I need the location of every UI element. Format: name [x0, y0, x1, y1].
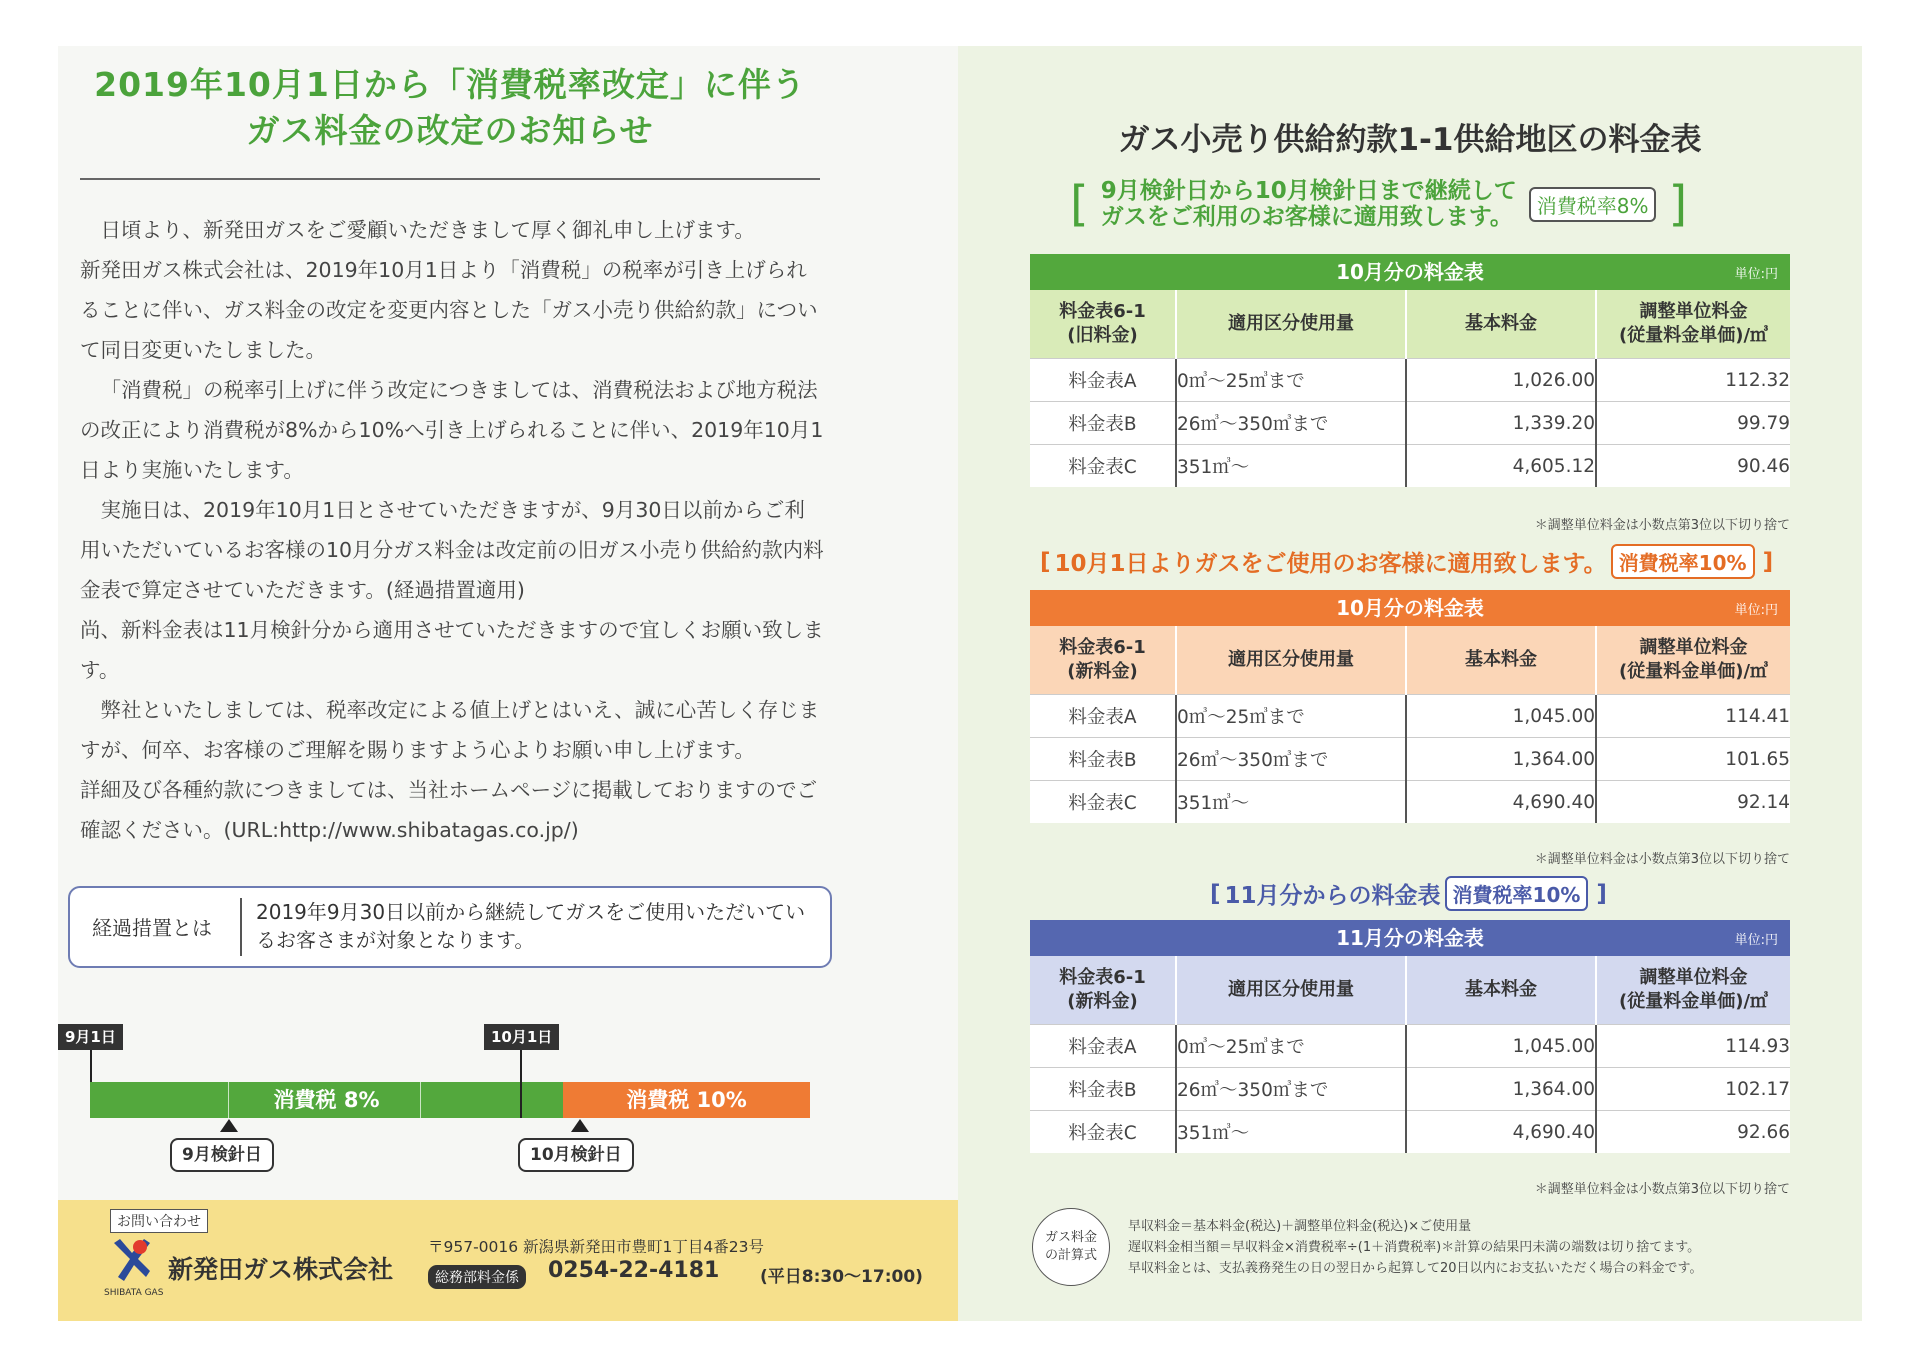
notice-paragraph: 実施日は、2019年10月1日とさせていただきますが、9月30日以前からご利用いただいているお客様の10月分ガス料金は改定前の旧ガス小売り供給約款内料金表で算定させていただきます。(経過措置適用): [80, 498, 824, 602]
table-caption: [1030, 590, 1790, 626]
notice-body: [80, 210, 825, 850]
adjusted-unit-rate: 90.46: [1596, 445, 1790, 488]
usage-range: 26㎥〜350㎥まで: [1176, 402, 1406, 445]
adjusted-unit-rate: 114.41: [1596, 695, 1790, 738]
note-old-rate: [1070, 178, 1687, 230]
col-header-basic: 基本料金: [1406, 956, 1596, 1025]
basic-charge: 4,605.12: [1406, 445, 1596, 488]
col-header-plan: [1030, 956, 1176, 1025]
col-header-plan-line1: 料金表6-1: [1059, 301, 1146, 322]
title-divider: [80, 178, 820, 180]
unit-label: 単位:円: [1734, 267, 1779, 282]
col-header-plan-line1: 料金表6-1: [1059, 967, 1146, 988]
timeline-marker-oct1: [520, 1050, 522, 1118]
footnote-truncation: ＊調整単位料金は小数点第3位以下切り捨て: [1534, 852, 1790, 867]
plan-name: 料金表B: [1030, 738, 1176, 781]
table-row: [1030, 1025, 1790, 1068]
reading-day-oct: 10月検針日: [518, 1138, 634, 1172]
col-header-plan-line1: 料金表6-1: [1059, 637, 1146, 658]
col-header-usage: 適用区分使用量: [1176, 956, 1406, 1025]
basic-charge: 4,690.40: [1406, 781, 1596, 824]
col-header-adjusted-line2: (従量料金単価)/㎥: [1619, 661, 1769, 682]
basic-charge: 1,339.20: [1406, 402, 1596, 445]
usage-range: 26㎥〜350㎥まで: [1176, 1068, 1406, 1111]
adjusted-unit-rate: 99.79: [1596, 402, 1790, 445]
adjusted-unit-rate: 102.17: [1596, 1068, 1790, 1111]
bar-tick: [420, 1082, 421, 1118]
col-header-adjusted: [1596, 290, 1790, 359]
footnote-truncation: ＊調整単位料金は小数点第3位以下切り捨て: [1534, 518, 1790, 533]
rate-table-october-old: [1030, 254, 1790, 487]
bracket-open: [: [1040, 548, 1051, 575]
col-header-basic: 基本料金: [1406, 626, 1596, 695]
adjusted-unit-rate: 92.66: [1596, 1111, 1790, 1154]
usage-range: 0㎥〜25㎥まで: [1176, 359, 1406, 402]
notice-paragraph: 新発田ガス株式会社は、2019年10月1日より「消費税」の税率が引き上げられることに伴い、ガス料金の改定を変更内容とした「ガス小売り供給約款」について同日変更いたしました。: [80, 258, 818, 362]
adjusted-unit-rate: 112.32: [1596, 359, 1790, 402]
phone-number: 0254-22-4181: [548, 1258, 720, 1283]
department-badge: 総務部料金係: [428, 1265, 526, 1289]
col-header-adjusted: [1596, 626, 1790, 695]
plan-name: 料金表A: [1030, 695, 1176, 738]
col-header-plan-line2: (新料金): [1067, 661, 1138, 682]
plan-name: 料金表B: [1030, 1068, 1176, 1111]
company-name: 新発田ガス株式会社: [168, 1255, 394, 1284]
note-new-rate-oct: [1040, 544, 1773, 579]
unit-label: 単位:円: [1734, 603, 1779, 618]
table-caption: [1030, 920, 1790, 956]
col-header-adjusted-line1: 調整単位料金: [1639, 637, 1748, 658]
col-header-adjusted: [1596, 956, 1790, 1025]
table-header-row: [1030, 956, 1790, 1025]
col-header-plan: [1030, 290, 1176, 359]
date-tag-oct1: 10月1日: [484, 1024, 559, 1050]
formula-badge: [1032, 1208, 1110, 1286]
formula-line: 早収料金とは、支払義務発生の日の翌日から起算して20日以内にお支払いただく場合の料金です。: [1128, 1261, 1703, 1276]
notice-paragraph: 弊社といたしましては、税率改定による値上げとはいえ、誠に心苦しく存じますが、何卒、お客様のご理解を賜りますよう心よりお願い申し上げます。: [80, 698, 820, 762]
reading-day-sep: 9月検針日: [170, 1138, 274, 1172]
bracket-close: ]: [1596, 880, 1607, 907]
basic-charge: 1,045.00: [1406, 1025, 1596, 1068]
table-caption: [1030, 254, 1790, 290]
col-header-adjusted-line2: (従量料金単価)/㎥: [1619, 325, 1769, 346]
triangle-up-icon: [220, 1119, 238, 1132]
adjusted-unit-rate: 114.93: [1596, 1025, 1790, 1068]
table-row: [1030, 738, 1790, 781]
transition-measure-box: [68, 886, 832, 968]
col-header-plan: [1030, 626, 1176, 695]
basic-charge: 1,364.00: [1406, 738, 1596, 781]
col-header-usage: 適用区分使用量: [1176, 290, 1406, 359]
rate-table-october-new: [1030, 590, 1790, 823]
table-row: [1030, 781, 1790, 824]
usage-range: 351㎥〜: [1176, 445, 1406, 488]
notice-title-line1: 2019年10月1日から「消費税率改定」に伴う: [94, 65, 806, 104]
footnote-truncation: ＊調整単位料金は小数点第3位以下切り捨て: [1534, 1182, 1790, 1197]
note-old-rate-line2: ガスをご利用のお客様に適用致します。: [1100, 204, 1513, 230]
notice-paragraph: 「消費税」の税率引上げに伴う改定につきましては、消費税法および地方税法の改正により消費税が8%から10%へ引き上げられることに伴い、2019年10月1日より実施いたします。: [80, 378, 824, 482]
tax-8-badge: 消費税率8%: [1529, 187, 1657, 222]
col-header-adjusted-line2: (従量料金単価)/㎥: [1619, 991, 1769, 1012]
plan-name: 料金表C: [1030, 1111, 1176, 1154]
note-new-rate-oct-text: 10月1日よりガスをご使用のお客様に適用致します。: [1054, 551, 1607, 577]
table-caption-text: 11月分の料金表: [1336, 926, 1484, 950]
notice-paragraph: 尚、新料金表は11月検針分から適用させていただきますので宜しくお願い致します。: [80, 618, 824, 682]
tax-10-badge: 消費税率10%: [1445, 876, 1589, 911]
table-header-row: [1030, 290, 1790, 359]
adjusted-unit-rate: 92.14: [1596, 781, 1790, 824]
table-caption-text: 10月分の料金表: [1336, 596, 1484, 620]
basic-charge: 1,364.00: [1406, 1068, 1596, 1111]
col-header-usage: 適用区分使用量: [1176, 626, 1406, 695]
plan-name: 料金表A: [1030, 359, 1176, 402]
triangle-up-icon: [571, 1119, 589, 1132]
table-caption-text: 10月分の料金表: [1336, 260, 1484, 284]
logo-caption: SHIBATA GAS: [104, 1288, 164, 1298]
notice-title: [70, 62, 830, 154]
col-header-basic: 基本料金: [1406, 290, 1596, 359]
usage-range: 0㎥〜25㎥まで: [1176, 695, 1406, 738]
bracket-close: ]: [1762, 548, 1774, 575]
unit-label: 単位:円: [1734, 933, 1779, 948]
usage-range: 26㎥〜350㎥まで: [1176, 738, 1406, 781]
transition-divider: [240, 898, 242, 956]
formula-line: 早収料金＝基本料金(税込)＋調整単位料金(税込)×ご使用量: [1128, 1219, 1472, 1234]
usage-range: 351㎥〜: [1176, 781, 1406, 824]
transition-text: 2019年9月30日以前から継続してガスをご使用いただいているお客さまが対象となります。: [256, 900, 806, 952]
tax-10-badge: 消費税率10%: [1611, 544, 1755, 579]
tax-10-period-bar: 消費税 10%: [563, 1082, 810, 1118]
basic-charge: 1,045.00: [1406, 695, 1596, 738]
rate-table-title: ガス小売り供給約款1-1供給地区の料金表: [1118, 122, 1702, 158]
col-header-plan-line2: (旧料金): [1067, 325, 1138, 346]
bar-tick: [228, 1082, 229, 1118]
note-old-rate-line1: 9月検針日から10月検針日まで継続して: [1100, 178, 1517, 204]
table-row: [1030, 445, 1790, 488]
basic-charge: 4,690.40: [1406, 1111, 1596, 1154]
notice-paragraph: 詳細及び各種約款につきましては、当社ホームページに掲載しておりますのでご確認ください。(URL:http://www.shibatagas.co.jp/): [80, 778, 818, 842]
tax-8-period-bar: 消費税 8%: [90, 1082, 563, 1118]
plan-name: 料金表A: [1030, 1025, 1176, 1068]
transition-label: 経過措置とは: [92, 916, 212, 940]
notice-paragraph: 日頃より、新発田ガスをご愛顧いただきまして厚く御礼申し上げます。: [100, 218, 755, 242]
table-row: [1030, 695, 1790, 738]
col-header-plan-line2: (新料金): [1067, 991, 1138, 1012]
formula-line: 遅収料金相当額＝早収料金×消費税率÷(1＋消費税率)＊計算の結果円未満の端数は切り捨てます。: [1128, 1240, 1701, 1255]
date-tag-sep1: 9月1日: [58, 1024, 123, 1050]
business-hours: (平日8:30〜17:00): [760, 1267, 923, 1287]
plan-name: 料金表C: [1030, 781, 1176, 824]
contact-tag: お問い合わせ: [110, 1209, 208, 1233]
note-new-rate-nov-text: 11月分からの料金表: [1224, 883, 1441, 909]
plan-name: 料金表C: [1030, 445, 1176, 488]
table-row: [1030, 1068, 1790, 1111]
rate-table-november: [1030, 920, 1790, 1153]
adjusted-unit-rate: 101.65: [1596, 738, 1790, 781]
company-logo-icon: [110, 1237, 152, 1285]
notice-title-line2: ガス料金の改定のお知らせ: [246, 111, 654, 150]
usage-range: 351㎥〜: [1176, 1111, 1406, 1154]
col-header-adjusted-line1: 調整単位料金: [1639, 967, 1748, 988]
bracket-open: [: [1210, 880, 1221, 907]
table-row: [1030, 1111, 1790, 1154]
basic-charge: 1,026.00: [1406, 359, 1596, 402]
table-row: [1030, 402, 1790, 445]
col-header-adjusted-line1: 調整単位料金: [1639, 301, 1748, 322]
note-old-rate-text: [1101, 178, 1517, 230]
note-new-rate-nov: [1210, 876, 1607, 911]
plan-name: 料金表B: [1030, 402, 1176, 445]
usage-range: 0㎥〜25㎥まで: [1176, 1025, 1406, 1068]
table-header-row: [1030, 626, 1790, 695]
company-address: 〒957-0016 新潟県新発田市豊町1丁目4番23号: [428, 1238, 764, 1256]
formula-badge-text: ガス料金の計算式: [1045, 1230, 1098, 1263]
table-row: [1030, 359, 1790, 402]
bracket-open: [: [1070, 176, 1089, 232]
bracket-close: ]: [1668, 176, 1688, 232]
formula-text: [1128, 1216, 1828, 1279]
